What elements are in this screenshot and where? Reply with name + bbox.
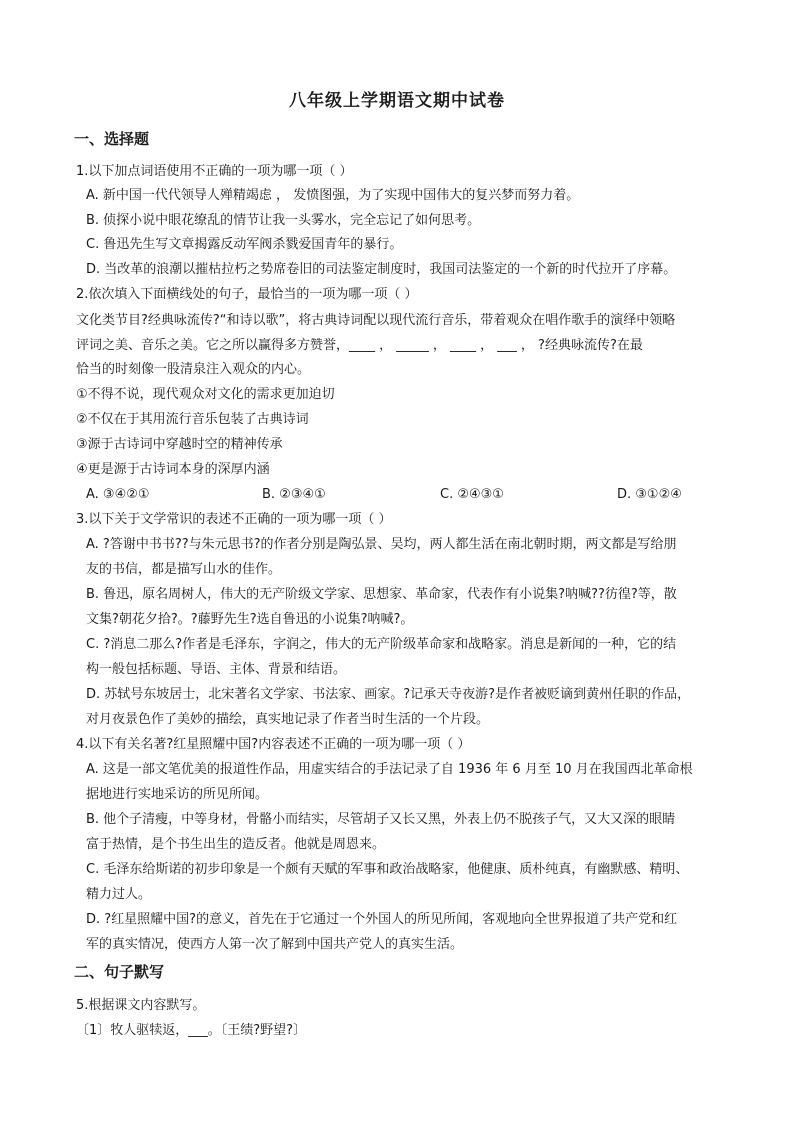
question-4-option-c-line-1: C. 毛泽东给斯诺的初步印象是一个颇有天赋的军事和政治战略家，他健康、质朴纯真，有幽默感、精明、 — [86, 862, 689, 877]
question-5-stem: 5.根据课文内容默写。 — [76, 998, 206, 1013]
question-1-stem: 1.以下加点词语使用不正确的一项为哪一项（ ） — [76, 164, 353, 179]
question-4-option-a-line-2: 据地进行实地采访的所见所闻。 — [86, 787, 269, 802]
question-3-option-b-line-2: 文集?朝花夕拾?。?藤野先生?选自鲁迅的小说集?呐喊?。 — [86, 612, 414, 627]
section-heading-dictation: 二、句子默写 — [74, 963, 165, 981]
question-2-option-b: B. ②③④① — [262, 487, 326, 502]
question-1-option-c: C. 鲁迅先生写文章揭露反动军阀杀戮爱国青年的暴行。 — [86, 237, 403, 252]
question-3-option-a-line-1: A. ?答谢中书书??与朱元思书?的作者分别是陶弘景、吴均，两人都生活在南北朝时期，两文都是写给朋 — [86, 537, 677, 552]
question-2-item-4: ④更是源于古诗词本身的深厚内涵 — [76, 462, 270, 477]
question-2-option-c: C. ②④③① — [440, 487, 504, 502]
question-1-option-d: D. 当改革的浪潮以摧枯拉朽之势席卷旧的司法鉴定制度时，我国司法鉴定的一个新的时代拉开了序幕。 — [86, 262, 677, 277]
question-2-passage-line-1: 文化类节目?经典咏流传?“和诗以歌”，将古典诗词配以现代流行音乐，带着观众在唱作歌手的演绎中领略 — [76, 313, 676, 328]
question-4-option-d-line-2: 军的真实情况，使西方人第一次了解到中国共产党人的真实生活。 — [86, 937, 464, 952]
question-2-passage-line-3: 恰当的时刻像一股清泉注入观众的内心。 — [76, 362, 311, 377]
question-3-option-c-line-2: 构一般包括标题、导语、主体、背景和结语。 — [86, 662, 347, 677]
section-heading-choice: 一、选择题 — [74, 130, 150, 148]
question-3-option-d-line-2: 对月夜景色作了美妙的描绘，真实地记录了作者当时生活的一个片段。 — [86, 712, 490, 727]
question-2-stem: 2.依次填入下面横线处的句子，最恰当的一项为哪一项（ ） — [76, 287, 418, 302]
question-2-option-d: D. ③①②④ — [617, 487, 682, 502]
question-4-option-d-line-1: D. ?红星照耀中国?的意义，首先在于它通过一个外国人的所见所闻，客观地向全世界报道了共产党和红 — [86, 912, 678, 927]
question-1-option-a: A. 新中国一代代领导人殚精竭虑 ， 发愤图强，为了实现中国伟大的复兴梦而努力着。 — [86, 188, 580, 203]
question-3-option-b-line-1: B. 鲁迅，原名周树人，伟大的无产阶级文学家、思想家、革命家，代表作有小说集?呐喊??彷徨?等，散 — [86, 587, 677, 602]
question-2-option-a: A. ③④②① — [86, 487, 150, 502]
question-4-option-b-line-2: 富于热情，是个书生出生的造反者。他就是周恩来。 — [86, 837, 386, 852]
question-5-item-1: 〔1〕牧人驱犊返，___。〔王绩?野望?〕 — [76, 1023, 307, 1038]
question-2-item-3: ③源于古诗词中穿越时空的精神传承 — [76, 437, 283, 452]
question-2-item-1: ①不得不说，现代观众对文化的需求更加迫切 — [76, 387, 335, 402]
page-title: 八年级上学期语文期中试卷 — [289, 91, 505, 111]
question-4-option-b-line-1: B. 他个子清瘦，中等身材，骨骼小而结实，尽管胡子又长又黑，外表上仍不脱孩子气，又大又深的眼睛 — [86, 812, 676, 827]
question-2-item-2: ②不仅在于其用流行音乐包装了古典诗词 — [76, 412, 309, 427]
question-1-option-b: B. 侦探小说中眼花缭乱的情节让我一头雾水，完全忘记了如何思考。 — [86, 213, 481, 228]
question-3-option-c-line-1: C. ?消息二那么?作者是毛泽东，字润之，伟大的无产阶级革命家和战略家。消息是新闻的一种，它的结 — [86, 637, 677, 652]
question-4-stem: 4.以下有关名著?红星照耀中国?内容表述不正确的一项为哪一项（ ） — [76, 737, 471, 752]
question-3-stem: 3.以下关于文学常识的表述不正确的一项为哪一项（ ） — [76, 512, 392, 527]
question-4-option-a-line-1: A. 这是一部文笔优美的报道性作品，用虚实结合的手法记录了自 1936 年 6 月至 10 月在我国西北革命根 — [86, 762, 693, 777]
question-3-option-a-line-2: 友的书信，都是描写山水的佳作。 — [86, 562, 282, 577]
question-2-passage-line-2: 评词之美、音乐之美。它之所以赢得多方赞誉，____ ， _____ ， ____ ， ___ ， ?经典咏流传?在最 — [76, 338, 643, 353]
question-4-option-c-line-2: 精力过人。 — [86, 887, 152, 902]
question-3-option-d-line-1: D. 苏轼号东坡居士，北宋著名文学家、书法家、画家。?记承天寺夜游?是作者被贬谪到黄州任职的作品， — [86, 687, 691, 702]
